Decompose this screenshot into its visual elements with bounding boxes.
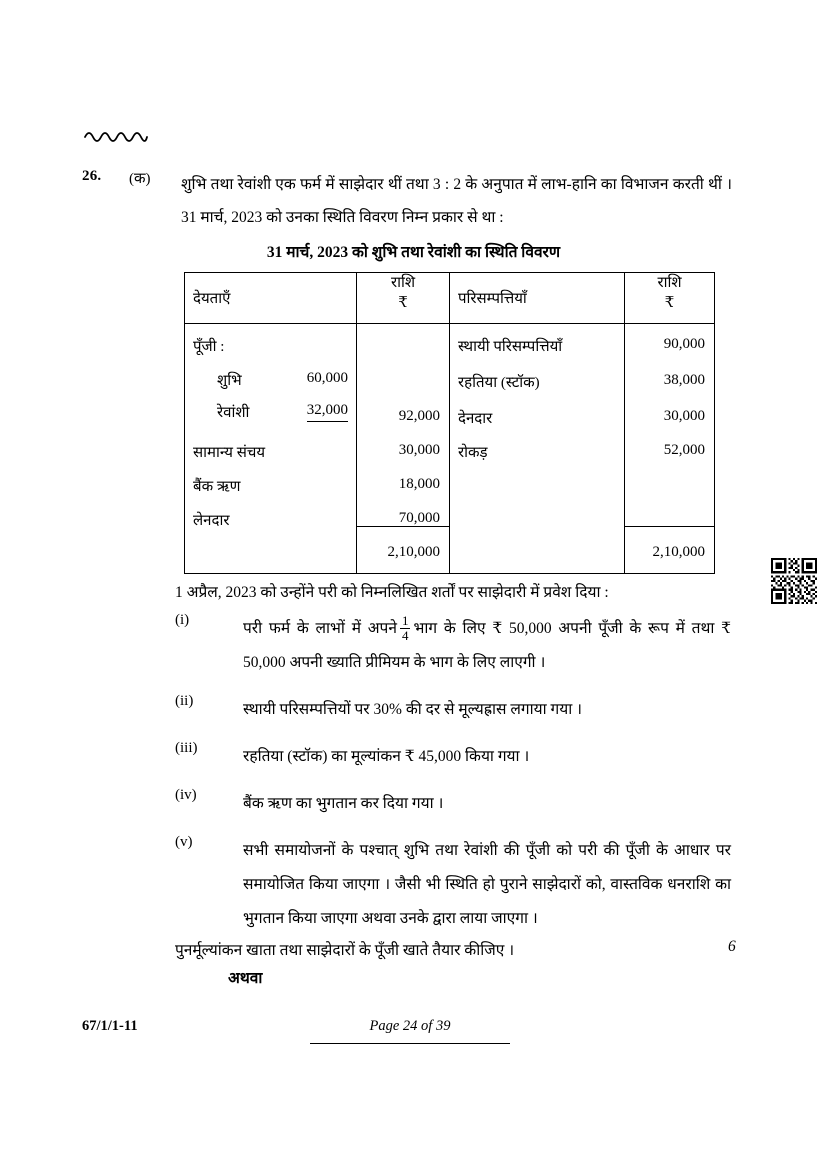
question-part-label: (क) [129,171,151,187]
or-label: अथवा [228,970,263,987]
fraction-numerator: 1 [401,612,409,628]
squiggle-decoration-icon [84,128,148,146]
condition-marker: (v) [175,834,193,850]
header-liabilities-label: देयताएँ [193,291,231,307]
footer-page-label: Page 24 of 39 [369,1018,451,1034]
condition-text-before-fraction: परी फर्म के लाभों में अपने [243,620,397,637]
header-amount-left [357,273,450,324]
capital-label: पूँजी : [193,339,225,355]
condition-text: बैंक ऋण का भुगतान कर दिया गया । [243,795,444,812]
general-reserve-amount: 30,000 [398,442,440,458]
partner1-name: शुभि [217,373,242,389]
condition-marker: (i) [175,612,190,628]
creditors-amount: 70,000 [398,510,440,526]
footer-paper-code: 67/1/1-11 [82,1018,138,1034]
conditions-list [175,612,735,949]
assets-cell [450,324,625,574]
admission-note: 1 अप्रैल, 2023 को उन्होंने परी को निम्नलिखित शर्तों पर साझेदारी में प्रवेश दिया : [175,584,609,601]
general-reserve-label: सामान्य संचय [193,445,266,461]
table-body-row [185,324,715,574]
capital-total-amount: 92,000 [398,408,440,424]
assets-amount-cell [625,324,715,574]
liabilities-amount-cell [357,324,450,574]
fixed-assets-label: स्थायी परिसम्पत्तियाँ [458,339,563,355]
question-number: 26. [82,168,102,184]
bank-loan-label: बैंक ऋण [193,479,241,495]
table-header-row [185,273,715,324]
liabilities-total: 2,10,000 [387,544,440,560]
cash-label: रोकड़ [458,445,488,461]
stock-amount: 38,000 [663,372,705,388]
creditors-label: लेनदार [193,513,230,529]
condition-item [175,787,735,821]
fixed-assets-amount: 90,000 [663,336,705,352]
condition-item [175,834,735,936]
fraction-denominator: 4 [401,627,409,643]
partner2-name: रेवांशी [217,405,250,421]
debtors-label: देनदार [458,411,493,427]
condition-marker: (ii) [175,693,194,709]
stock-label: रहतिया (स्टॉक) [458,375,540,391]
condition-text: रहतिया (स्टॉक) का मूल्यांकन ₹ 45,000 किया गया । [243,748,530,765]
header-amount-right-line2: ₹ [664,295,675,311]
condition-text [243,612,731,680]
final-instruction: पुनर्मूल्यांकन खाता तथा साझेदारों के पूँजी खाते तैयार कीजिए । [175,942,515,959]
balance-sheet-table [184,272,715,574]
header-assets [450,273,625,324]
question-text: शुभि तथा रेवांशी एक फर्म में साझेदार थीं तथा 3 : 2 के अनुपात में लाभ-हानि का विभाजन करती थीं । 31 मार्च, 2023 को उनका स्थिति विवरण निम्न प्रकार से था : [181,176,732,226]
cash-amount: 52,000 [663,442,705,458]
condition-marker: (iii) [175,740,198,756]
header-amount-left-line1: राशि [390,275,416,291]
balance-sheet-title: 31 मार्च, 2023 को शुभि तथा रेवांशी का स्थिति विवरण [266,244,561,261]
partner2-amount: 32,000 [307,402,348,422]
bank-loan-amount: 18,000 [398,476,440,492]
condition-text-after-fraction: भाग के लिए ₹ 50,000 अपनी पूँजी के रूप में तथा ₹ 50,000 अपनी ख्याति प्रीमियम के भाग के लिए लाएगी । [243,620,732,671]
marks-value: 6 [728,938,736,955]
header-amount-right [625,273,715,324]
condition-text: सभी समायोजनों के पश्चात् शुभि तथा रेवांशी की पूँजी को परी की पूँजी के आधार पर समायोजित किया जाएगा । जैसी भी स्थिति हो पुराने साझेदारों को, वास्तविक धनराशि का भुगतान किया जाएगा अथवा उनके द्वारा लाया जाएगा । [243,842,731,927]
condition-text: स्थायी परिसम्पत्तियों पर 30% की दर से मूल्यह्रास लगाया गया । [243,701,582,718]
question-block [82,168,732,234]
header-assets-label: परिसम्पत्तियाँ [458,291,527,307]
liabilities-total-separator [357,526,449,527]
condition-item [175,740,735,774]
assets-total: 2,10,000 [652,544,705,560]
debtors-amount: 30,000 [663,408,705,424]
condition-item [175,693,735,727]
condition-marker: (iv) [175,787,197,803]
liabilities-cell [185,324,357,574]
footer-rule [310,1043,510,1044]
condition-item [175,612,735,680]
partner1-amount: 60,000 [306,370,348,386]
fraction-one-quarter [400,614,411,643]
header-liabilities [185,273,357,324]
assets-total-separator [625,526,714,527]
header-amount-right-line1: राशि [657,275,682,291]
header-amount-left-line2: ₹ [398,295,408,311]
qr-code-icon [771,558,817,604]
